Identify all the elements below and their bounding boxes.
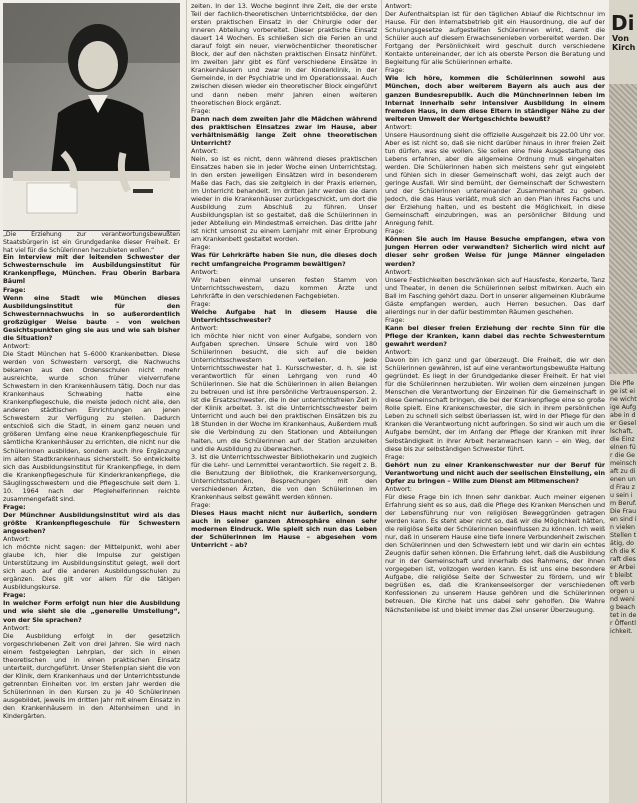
qa-label: Antwort: xyxy=(191,146,218,155)
column-divider xyxy=(186,0,187,803)
qa-label: Frage: xyxy=(385,452,405,461)
qa-label: Frage: xyxy=(191,243,211,252)
qa-text: Können Sie auch im Hause Besuche empfangen, etwa von jungen Herren oder verwandten? Sicherlich wird nicht auf dieser sehr großen Weise für junge Männer eingeladen werden? xyxy=(385,235,605,268)
qa-text: Die Stadt München hat 5–6000 Krankenbetten. Diese werden von Schwestern versorgt, die Nachwuchs bekamen aus den Ordensschulen nicht mehr ausreichte, wurde schon früher vielverrufene Schwestern in den Krankenhäusern tätig. Doch nur das Krankenhaus Schwabing hatte eine Krankenpflegeschule, die meiste jedoch nicht alle, den anderen städtischen Einrichtungen an jenen Schwestern zur Verfügung zu stellen. Dadurch entschloß sich die Stadt, in einem ganz neuen und größeren Umfang eine neue Krankenpflegeschule für sämtliche Krankenhäuser zu errichten, die nicht nur die Schülerinnen ausbilden, sondern auch ihre Ergänzung im alten Stadtkrankenhaus sicherstellt. So entwickelte sich das Ausbildungsinstitut für Krankenpflege, in dem die Krankenpflegeschule für Kinderkrankenpflege, die Säuglingsschwestern und die Pflegeschule seit dem 1. 10. 1964 nach der Pfeglehelferinnen reichte zusammengefaßt sind. xyxy=(3,349,180,503)
qa-block xyxy=(385,453,605,485)
column-2 xyxy=(191,2,377,799)
qa-label: Antwort: xyxy=(385,348,412,357)
qa-block xyxy=(385,227,605,267)
interview-intro: Ein Interview mit der leitenden Schwester der Schwesternschule im Ausbildungsinstitut für Krankenpflege, München. Frau Oberin Barbara Bäuml xyxy=(3,254,180,285)
column-1 xyxy=(3,3,180,799)
qa-label: Antwort: xyxy=(385,122,412,131)
qa-block xyxy=(385,268,605,316)
qa-label: Frage: xyxy=(191,106,211,115)
qa-label: Frage: xyxy=(191,500,211,509)
qa-block xyxy=(191,300,377,324)
qa-block xyxy=(385,485,605,614)
qa-text: Wenn eine Stadt wie München dieses Ausbildungsinstitut für den Schwesternnachwuchs in so außerordentlich großzügiger Weise baute – von welchen Gesichtspunkten ging sie aus und wie sah bisher die Situation? xyxy=(3,293,180,342)
qa-block xyxy=(191,453,377,501)
qa-block xyxy=(385,66,605,122)
qa-text: Welche Aufgabe hat in diesem Hause die Unterrichtsschwester? xyxy=(191,307,377,324)
adjacent-article-strip xyxy=(609,0,637,803)
qa-block xyxy=(3,535,180,591)
adjacent-article-text: Die Pflege ist eine wichtige Aufgabe in der Gesellschaft, die Einzelnen für die Gemeinschaft zu dienen und Frau zu sein im Beruf. Die Frauen sind in vielen Stellen tätig, doch die Kraft dieser Arbeit bleibt oft verborgen und wenig beachtet in der Öffentlichkeit. xyxy=(610,380,637,635)
qa-text: Ich möchte nicht sagen: der Mittelpunkt, wohl aber glaube ich, hier die Impulse zur geistigen Unterstützung im Ausbildungsinstitut gelegt, weil dort sich auch auf die anderen Ausbildungsschulen zu ergänzen. Dies gilt vor allem für die tätigen Ausbildungskurse. xyxy=(3,543,180,592)
qa-block xyxy=(385,2,605,66)
qa-block xyxy=(191,268,377,300)
qa-label: Frage: xyxy=(385,66,405,75)
qa-block xyxy=(385,348,605,453)
qa-block xyxy=(3,286,180,342)
qa-block xyxy=(385,316,605,348)
photo-caption: „Die Erziehung zur verantwortungsbewußten Staatsbürgerin ist ein Grundgedanke dieser Freiheit. Er hat viel für die Schülerinnen herzubieten wollen.“ xyxy=(3,231,180,254)
qa-block xyxy=(3,591,180,623)
qa-text: Dann nach dem zweiten Jahr die Mädchen während des praktischen Einsatzes zwar im Hause, aber verhältnismäßig lange Zeit ohne theoretischen Unterricht? xyxy=(191,114,377,147)
qa-block xyxy=(191,2,377,107)
adjacent-article-image xyxy=(609,84,637,374)
qa-block xyxy=(191,501,377,549)
qa-label: Antwort: xyxy=(191,323,218,332)
qa-text: Für diese Frage bin ich Ihnen sehr dankbar. Auch meiner eigenen Erfahrung sieht es so aus, daß die Pflege des Kranken Menschen und der Lebensführung nur von religiösen Beweggründen getragen werden kann. Es steht aber nicht so, daß wir die Möglichkeit hätten, die religiöse Seite der Schülerinnen beeinflussen zu können. Ich weiß nur, daß in unserem Hause eine tiefe innere Verbundenheit zwischen den Schülerinnen und den Schwestern lebt und wir darin ein echtes Zeugnis dafür sehen können. Die Erfahrung lehrt, daß die Ausbildung nur in der Gemeinschaft und innerhalb des Rahmens, der ihnen vorgegeben ist, vollzogen werden kann. Es ist uns eine besondere Aufgabe, die religiöse Seite der Schwester zu fördern, und wir begrüßen es, daß die Krankenseelsorger der verschiedenen Konfessionen zu unserem Hause gehören und die Schülerinnen betreuen. Die Kirche hat uns dabei sehr geholfen. Die Wahre Nächstenliebe ist und bleibt immer das Ziel unserer Überzeugung. xyxy=(385,492,605,614)
qa-block xyxy=(191,243,377,267)
qa-label: Frage: xyxy=(3,591,26,600)
qa-text: Gehört nun zu einer Krankenschwester nur der Beruf für Verantwortung und nicht auch der seelischen Einstellung, ein Opfer zu bringen – Wille zum Dienst am Mitmenschen? xyxy=(385,460,605,485)
qa-label: Frage: xyxy=(385,227,405,236)
qa-text: Nein, so ist es nicht, denn während dieses praktischen Einsatzes haben sie in jeder Woche einen Unterrichtstag. In den ersten jeweiligen Einsätzen wird in besonderem Maße das Fach, das sie zeitgleich in der Praxis erlernen, im Unterricht behandelt. Im dritten Jahr werden sie dann wieder in die Krankenhäuser zurückgeschickt, um dort die Ausbildung zum Abschluß zu führen. Unser Ausbildungsplan ist so gestaltet, daß die Schülerinnen in jeder Abteilung ein Mindestmaß erreichen. Das dritte Jahr ist nicht umsonst zu einem Lernjahr mit einer Erprobung am Krankenbett gestaltet worden. xyxy=(191,154,377,244)
qa-block xyxy=(3,342,180,503)
qa-text: zeiten. In der 13. Woche beginnt ihre Zeit, die der erste Teil der fachlich-theoretischen Unterrichtsblöcke, der den ersten praktischen Einsatz in der Chirurgie oder der Inneren Abteilung vorbereitet. Dieser praktische Einsatz dauert 14 Wochen. Es schließen sich die Ferien an und darauf folgt ein neuer, vierwöchentlicher theoretischer Block, der auf den nächsten praktischen Einsatz hinführt. Im zweiten Jahr gibt es fünf verschiedene Einsätze in Krankenhäusern und zwar in der Kinderklinik, in der Gemeinde, in der Psychiatrie und im Operationssaal. Auch zwischen diesen wieder ein theoretischer Block eingeführt und dann neben mehr Jahren einen weiteren theoretischen Block ergänzt. xyxy=(191,2,377,107)
qa-text: Der Aufenthaltsplan ist für den täglichen Ablauf die Richtschnur im Hause. Für den Internatsbetrieb gilt ein Hausordnung, die auf der Schulungsgesetze aufgestellten Schülerinnen wirkt, damit die Schüler auch auf diesem Erwachsenenleben vorbereitet werden. Der Fortgang der Persönlichkeit wird geschult durch verschiedene Kontakte untereinander, der ich als oberste Person die Beratung und Begleitung für alle Schülerinnen erhalte. xyxy=(385,10,605,67)
qa-text: Unsere Hausordnung sieht die offizielle Ausgehzeit bis 22.00 Uhr vor. Aber es ist nicht so, daß sie nicht darüber hinaus in ihrer freien Zeit tun dürfen, was sie wollen. Sie sollen eine freie Ausgestaltung des Lebens erfahren, aber die allgemeine Ordnung muß eingehalten werden. Die Schülerinnen haben sich meistens sehr gut eingelebt und fühlen sich in dieser Gemeinschaft wohl, das zeigt auch der geringe Ausfall. Wir sind bemüht, der Gemeinschaft der Schwestern und der Schülerinnen untereinander Zusammenhalt zu geben. Jedoch, die das Haus verläßt, muß sich an den Plan ihres Fachs und der Erziehung halten, und es besteht die Möglichkeit, in diese Gemeinschaft einzubringen, was an persönlicher Bildung und Anregung fehlt. xyxy=(385,130,605,228)
qa-text: In welcher Form erfolgt nun hier die Ausbildung und wie sieht sie die „generelle Umstellung“, von der Sie sprachen? xyxy=(3,599,180,624)
qa-label: Frage: xyxy=(3,502,26,511)
qa-label: Antwort: xyxy=(3,623,30,632)
qa-text: Was für Lehrkräfte haben Sie nun, die dieses doch recht umfangreiche Programm bewältigen? xyxy=(191,251,377,268)
qa-block xyxy=(191,147,377,244)
column-3 xyxy=(385,2,605,799)
qa-label: Antwort: xyxy=(3,341,30,350)
qa-label: Frage: xyxy=(191,299,211,308)
qa-text: Die Ausbildung erfolgt in der gesetzlich vorgeschriebenen Zeit von drei Jahren. Sie wird nach einem festgelegten Lehrplan, der sich in einen theoretischen und in einen praktischen Einsatz unterteilt, durchgeführt. Unser Stellenplan sieht die von der Klinik, dem Krankenhaus und der Unterrichtsstunde getrennten Einheiten vor. Im ersten Jahr werden die Schülerinnen in den Kursen zu je 40 Schülerinnen ausgebildet, jeweils im dritten Jahr mit einem Einsatz in den Krankenhäusern in den Altenheimen und in Kindergärten. xyxy=(3,631,180,721)
qa-block xyxy=(3,624,180,721)
qa-text: Der Münchner Ausbildungsinstitut wird als das größte Krankenpflegeschule für Schwestern angesehen? xyxy=(3,510,180,535)
qa-text: Kann bei dieser freien Erziehung der rechte Sinn für die Pflege der Kranken, kann dabei das rechte Schwesterntum gewahrt werden? xyxy=(385,323,605,348)
qa-label: Antwort: xyxy=(385,2,412,10)
qa-text: Unsere Festlichkeiten beschränken sich auf Hausfeste, Konzerte, Tanz und Theater, in denen die Schülerinnen selbst mitwirken. Auch ein Ball im Fasching gehört dazu. Dort in unserer allgemeinen Klubräume Gäste empfangen werden, auch Herren besuchen. Das darf allerdings nur in der dafür bestimmten Räumen geschehen. xyxy=(385,275,605,316)
adjacent-article-byline-2: Kirch xyxy=(612,43,636,52)
qa-text: Dieses Haus macht nicht nur äußerlich, sondern auch in seiner ganzen Atmosphäre einen sehr modernen Eindruck. Wie spielt sich nun das Leben der Schülerinnen im Hause – abgesehen vom Unterricht – ab? xyxy=(191,508,377,550)
qa-block xyxy=(191,107,377,147)
qa-text: 3. Ist die Unterrichtsschwester Bibliothekarin und zugleich für die Lehr- und Lernmittel verantwortlich. Sie regelt z. B. die Benutzung der Bibliothek, die Krankenversorgung, Unterrichtsstunden, Besprechungen mit den verschiedenen Ärzten, die von den Schülerinnen im Krankenhaus selbst gewählt werden können. xyxy=(191,452,377,501)
qa-text: Wie ich höre, kommen die Schülerinnen sowohl aus München, doch aber weiterem Bayern als auch aus der ganzen Bundesrepublik. Auch die Münchnerinnen leben im Internat innerhalb sehr intensiver Ausbildung in einem fremden Haus, in dem diese Eltern in ständiger Nähe zu der weiteren Umwelt der Wertgeschichte bewußt? xyxy=(385,74,605,123)
qa-label: Antwort: xyxy=(385,267,412,276)
qa-block xyxy=(191,324,377,453)
column-1-body xyxy=(3,286,180,721)
adjacent-article-heading: Di xyxy=(611,11,635,35)
qa-label: Antwort: xyxy=(3,535,30,544)
qa-block xyxy=(3,503,180,535)
qa-label: Frage: xyxy=(3,285,26,294)
qa-block xyxy=(385,123,605,228)
adjacent-article-byline: Von xyxy=(612,34,629,43)
qa-label: Antwort: xyxy=(385,484,412,493)
qa-label: Frage: xyxy=(385,315,405,324)
qa-text: Ich möchte hier nicht von einer Aufgabe, sondern von Aufgaben sprechen. Unsere Schule wird von 180 Schülerinnen besucht, die sich auf die beiden Unterrichtsschwestern verteilen. Jede Unterrichtsschwester hat 1. Kursschwester, d. h. sie ist verantwortlich für einen Lehrgang von rund 40 Schülerinnen. Sie hat die Schülerinnen in allen Belangen zu betreuen und ist ihre persönliche Vertrauensperson. 2. ist die Ersatzschwester, die in der unterrichtsfreien Zeit in der Klinik arbeitet. 3. ist die Unterrichtsschwester beim Unterricht und auch bei den praktischen Einsätzen bis zu 18 Stunden in der Woche im Krankenhaus, Außerdem muß sie die Verbindung zu den Stationen und Abteilungen halten, um die Schülerinnen auf der Station anzuleiten und die Ausbildung zu überwachen. xyxy=(191,331,377,453)
column-divider xyxy=(381,0,382,803)
qa-text: Wir haben einmal unseren festen Stamm von Unterrichtsschwestern, dazu kommen Ärzte und Lehrkräfte in den verschiedenen Fachgebieten. xyxy=(191,275,377,300)
qa-text: Davon bin ich ganz und gar überzeugt. Die Freiheit, die wir den Schülerinnen gewähren, ist auf eine verantwortungsbewußte Haltung gegründet. Es liegt in der Grundgedanke dieser Freiheit. Er hat viel für die Schülerinnen herzubieten. Wir wollen dem einzelnen jungen Menschen die Verantwortung der Einzelnen für die Gemeinschaft in diese Gemeinschaft bringen, die bei der Krankenpflege eine so große Rolle spielt. Eine Krankenschwester, die sich in ihrem persönlichen Leben zu schnell sich selbst überlassen ist, wird in der Pflege für den Kranken die Verantwortung nicht aufbringen. So sind wir auch um die Aufgabe bemüht, der im Anfang der Pflege der Kranken mit ihrer Selbständigkeit in ihrer Arbeit heranwachsen kann – ein Weg, der diese bis zur selbständigen Schwester führt. xyxy=(385,356,605,453)
nurse-photo xyxy=(3,3,180,231)
nurse-portrait-image xyxy=(3,3,180,230)
qa-label: Antwort: xyxy=(191,267,218,276)
